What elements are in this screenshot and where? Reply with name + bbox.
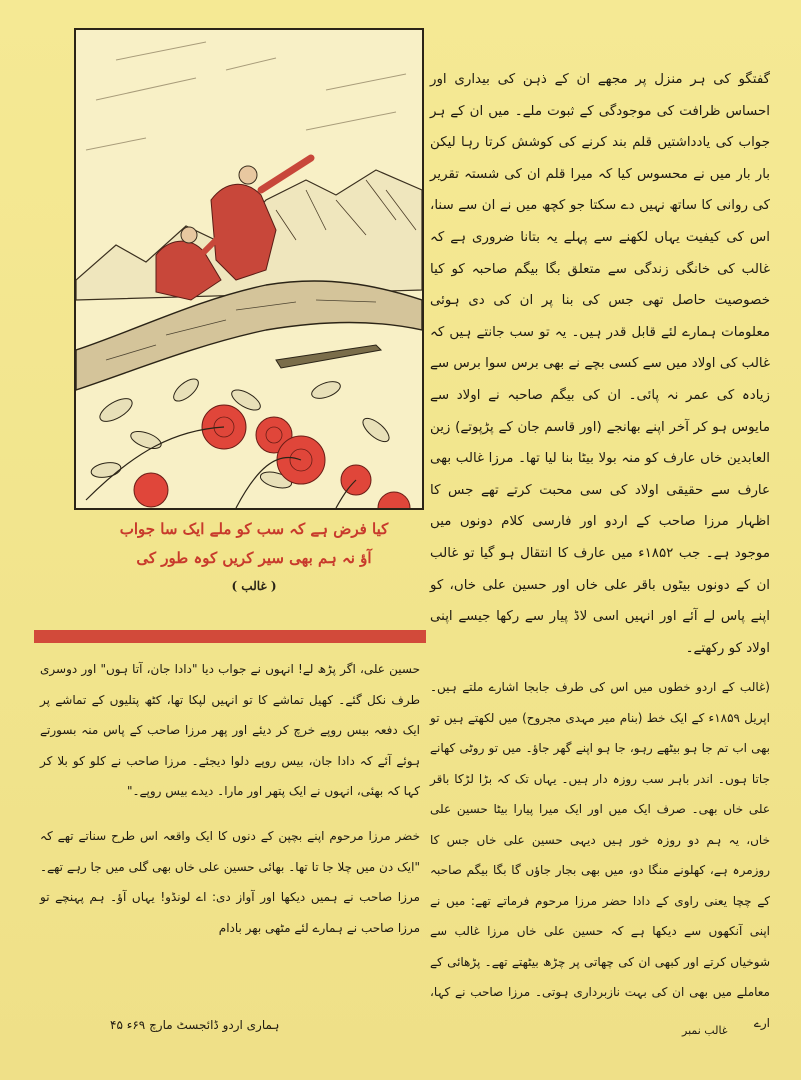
left-text-column bbox=[40, 654, 420, 943]
left-paragraph-2: خضر مرزا مرحوم اپنے بچپن کے دنوں کا ایک واقعہ اس طرح سناتے تھے کہ "ایک دن میں چلا جا تا تھا۔ بھائی حسین علی خاں بھی گلی میں جا رہے تھے۔ مرزا صاحب نے ہمیں دیکھا اور آواز دی: اے لونڈو! یہاں آؤ۔ ہم پہنچے تو مرزا صاحب نے ہمارے لئے مٹھی بھر بادام bbox=[40, 828, 420, 935]
right-paragraph-1: گفتگو کی ہر منزل پر مجھے ان کے ذہن کی بیداری اور احساس ظرافت کی موجودگی کے ثبوت ملے۔ میں ان کے ہر جواب کی یادداشتیں قلم بند کرنے کی کوشش کرتا رہا لیکن بار بار میں نے محسوس کیا کہ میرا قلم ان کی شستہ تقریر کی روانی کا ساتھ نہیں دے سکتا جو کچھ میں نے ان سے سنا، اس کی کیفیت یہاں لکھنے سے پہلے یہ بتانا ضروری ہے کہ غالب کی خانگی زندگی سے متعلق بگا بیگم صاحبہ کو کیا خصوصیت حاصل تھی جس کی بنا پر ان کی دی ہوئی معلومات ہمارے لئے قابل قدر ہیں۔ یہ تو سب جانتے ہیں کہ غالب کی اولاد میں سے کسی بچے نے بھی برس سوا برس سے زیادہ کی عمر نہ پائی۔ ان کی بیگم صاحبہ نے اولاد سے مایوس ہو کر آخر اپنے بھانجے (اور قاسم جان کے پڑپوتے) زین العابدین خاں عارف کو منہ بولا بیٹا بنا لیا تھا۔ مرزا غالب بھی عارف سے حقیقی اولاد کی سی محبت کرتے تھے جس کا اظہار مرزا صاحب کے اردو اور فارسی کلام دونوں میں موجود ہے۔ جب ۱۸۵۲ء میں عارف کا انتقال ہو گیا تو غالب ان کے دونوں بیٹوں باقر علی خاں اور حسین علی خاں، کو اپنے پاس لے آئے اور انہیں اسی لاڈ پیار سے رکھا جیسے اپنی اولاد کو رکھتے۔ bbox=[430, 72, 771, 656]
caption-line-2: آؤ نہ ہم بھی سیر کریں کوہ طور کی bbox=[136, 549, 372, 567]
left-paragraph-1: حسین علی، اگر پڑھ لے! انہوں نے جواب دیا "دادا جان، آتا ہوں" اور دوسری طرف نکل گئے۔ کھیل تماشے کا تو انہیں لپکا تھا، کٹھ پتلیوں کے تماشے پر ایک دفعہ بیس روپے خرچ کر دیئے اور پھر مرزا صاحب کے پاس منہ بسورتے ہوئے آئے کہ دادا جان، بیس روپے دلوا دیجئے۔ مرزا صاحب نے کلو کو بلا کر کہا کہ بھئی، انہوں نے ایک پتھر اور مارا۔ دیدے بیس روپے۔" bbox=[40, 662, 420, 799]
two-figures-on-branch-with-roses-icon bbox=[76, 30, 422, 508]
caption-author: ( غالب ) bbox=[231, 579, 277, 593]
illustration-frame bbox=[74, 28, 424, 510]
right-paragraph-2: (غالب کے اردو خطوں میں اس کی طرف جابجا اشارے ملتے ہیں۔ اپریل ۱۸۵۹ء کے ایک خط (بنام میر مہدی مجروح) میں لکھتے ہیں تو بھی اب تم جا ہو بیٹھے رہو، جا ہو اپنے گھر جاؤ۔ میں تو روٹی کھانے جاتا ہوں۔ اندر باہر سب روزہ دار ہیں۔ یہاں تک کہ بڑا لڑکا باقر علی خاں بھی۔ صرف ایک میں اور ایک میرا پیارا بیٹا حسین علی خاں، یہ ہم دو روزہ خور ہیں دیہی حسین علی خاں جس کا روزمرہ ہے، کھلونے منگا دو، میں بھی بجار جاؤں گا بگا بیگم صاحبہ کے چچا یعنی راوی کے دادا حضر مرزا مرحوم فرماتے تھے: میں نے اپنی آنکھوں سے دیکھا ہے کہ حسین علی خاں مرزا غالب سے شوخیاں کرتے اور کبھی ان کی چھاتی پر چڑھ بیٹھتے تھے۔ پڑھائی کے معاملے میں بھی ان کی بہت نازبرداری ہوتی۔ مرزا صاحب نے کہا، ارے bbox=[430, 680, 770, 1030]
right-text-column bbox=[430, 64, 770, 1038]
section-divider-bar bbox=[34, 630, 426, 643]
footer-section-name: غالب نمبر bbox=[682, 1024, 728, 1037]
caption-line-1: کیا فرض ہے کہ سب کو ملے ایک سا جواب bbox=[119, 520, 389, 538]
footer-magazine-info: ہماری اردو ڈائجسٹ مارچ ۶۹ء ۴۵ bbox=[110, 1018, 280, 1032]
